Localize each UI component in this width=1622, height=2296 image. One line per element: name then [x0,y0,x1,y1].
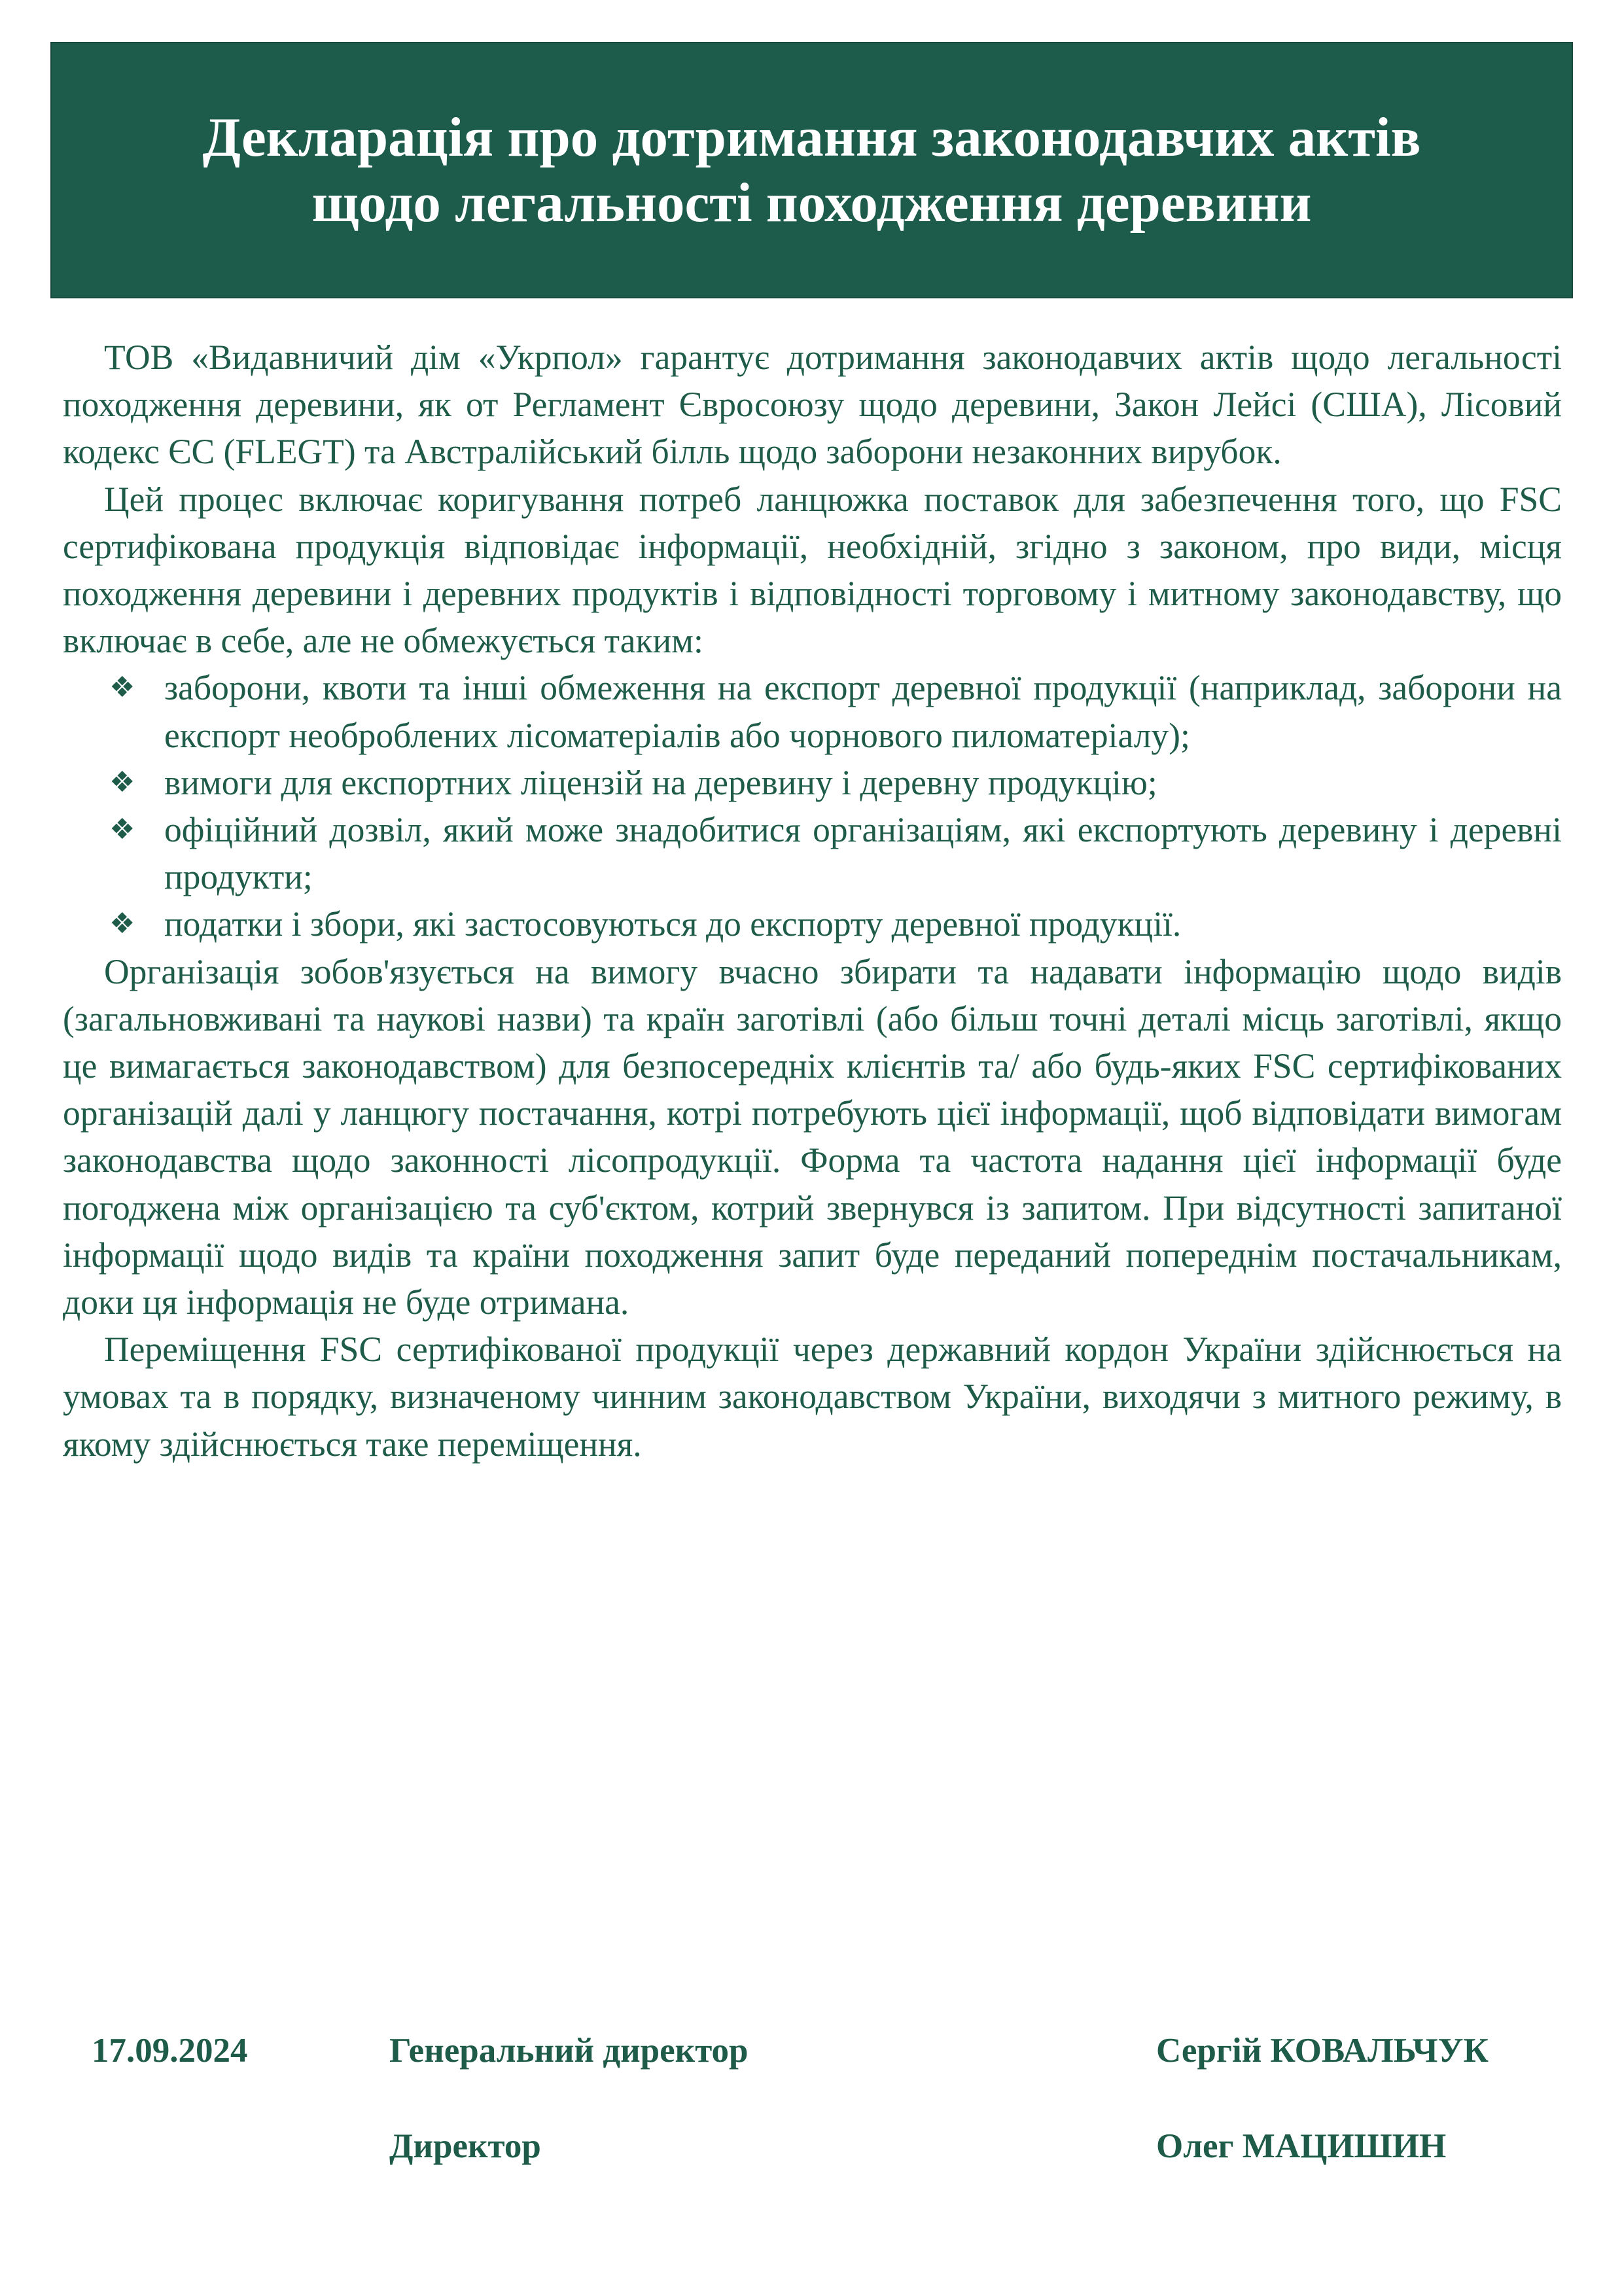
name-director: Олег МАЦИШИН [1156,2127,1447,2165]
diamond-bullet-icon: ❖ [109,907,135,941]
paragraph-border-crossing: Переміщення FSC сертифікованої продукції через державний кордон України здійснюється на умовах та в порядку, визначеному чинним законодавством України, виходячи з митного режиму, в якому здійснюється таке переміщення. [63,1330,1562,1464]
list-item-text: податки і збори, які застосовуються до експорту деревної продукції. [164,904,1182,944]
document-title-line-1: Декларація про дотримання законодавчих актів [202,107,1421,168]
paragraph-guarantee: ТОВ «Видавничий дім «Укрпол» гарантує дотримання законодавчих актів щодо легальності походження деревини, як от Регламент Євросоюзу щодо деревини, Закон Лейсі (США), Лісовий кодекс ЄС (FLEGT) та Австралійський білль щодо заборони незаконних вирубок. [63,338,1562,472]
list-item-text: заборони, квоти та інші обмеження на експорт деревної продукції (наприклад, заборони на експорт необроблених лісоматеріалів або чорнового пиломатеріалу); [164,668,1562,755]
list-item [109,664,1562,758]
paragraph-process: Цей процес включає коригування потреб ланцюжка поставок для забезпечення того, що FSC сертифікована продукція відповідає інформації, необхідній, згідно з законом, про види, місця походження деревини і деревних продуктів і відповідності торговому і митному законодавству, що включає в себе, але не обмежується таким: [63,479,1562,661]
diamond-bullet-icon: ❖ [109,765,135,799]
list-item [109,900,1562,947]
role-director: Директор [389,2127,541,2165]
declaration-header [50,42,1573,298]
requirements-list [63,664,1562,947]
signature-date: 17.09.2024 [92,2032,248,2070]
role-general-director: Генеральний директор [389,2032,749,2070]
list-item [109,806,1562,900]
list-item [109,759,1562,806]
document-title-line-2: щодо легальності походження деревини [311,172,1312,234]
name-general-director: Сергій КОВАЛЬЧУК [1156,2032,1489,2070]
diamond-bullet-icon: ❖ [109,813,135,847]
declaration-body [63,334,1562,1468]
diamond-bullet-icon: ❖ [109,671,135,705]
list-item-text: офіційний дозвіл, який може знадобитися організаціям, які експортують деревину і деревні продукти; [164,810,1562,897]
list-item-text: вимоги для експортних ліцензій на деревину і деревну продукцію; [164,762,1157,802]
paragraph-obligation: Організація зобов'язується на вимогу вчасно збирати та надавати інформацію щодо видів (загальновживані та наукові назви) та країн заготівлі (або більш точні деталі місць заготівлі, якщо це вимагається законодавством) для безпосередніх клієнтів та/ або будь-яких FSC сертифікованих організацій далі у ланцюгу постачання, котрі потребують цієї інформації, щоб відповідати вимогам законодавства щодо законності лісопродукції. Форма та частота надання цієї інформації буде погоджена між організацією та суб'єктом, котрий звернувся із запитом. При відсутності запитаної інформації щодо видів та країни походження запит буде переданий попереднім постачальникам, доки ця інформація не буде отримана. [63,951,1562,1322]
